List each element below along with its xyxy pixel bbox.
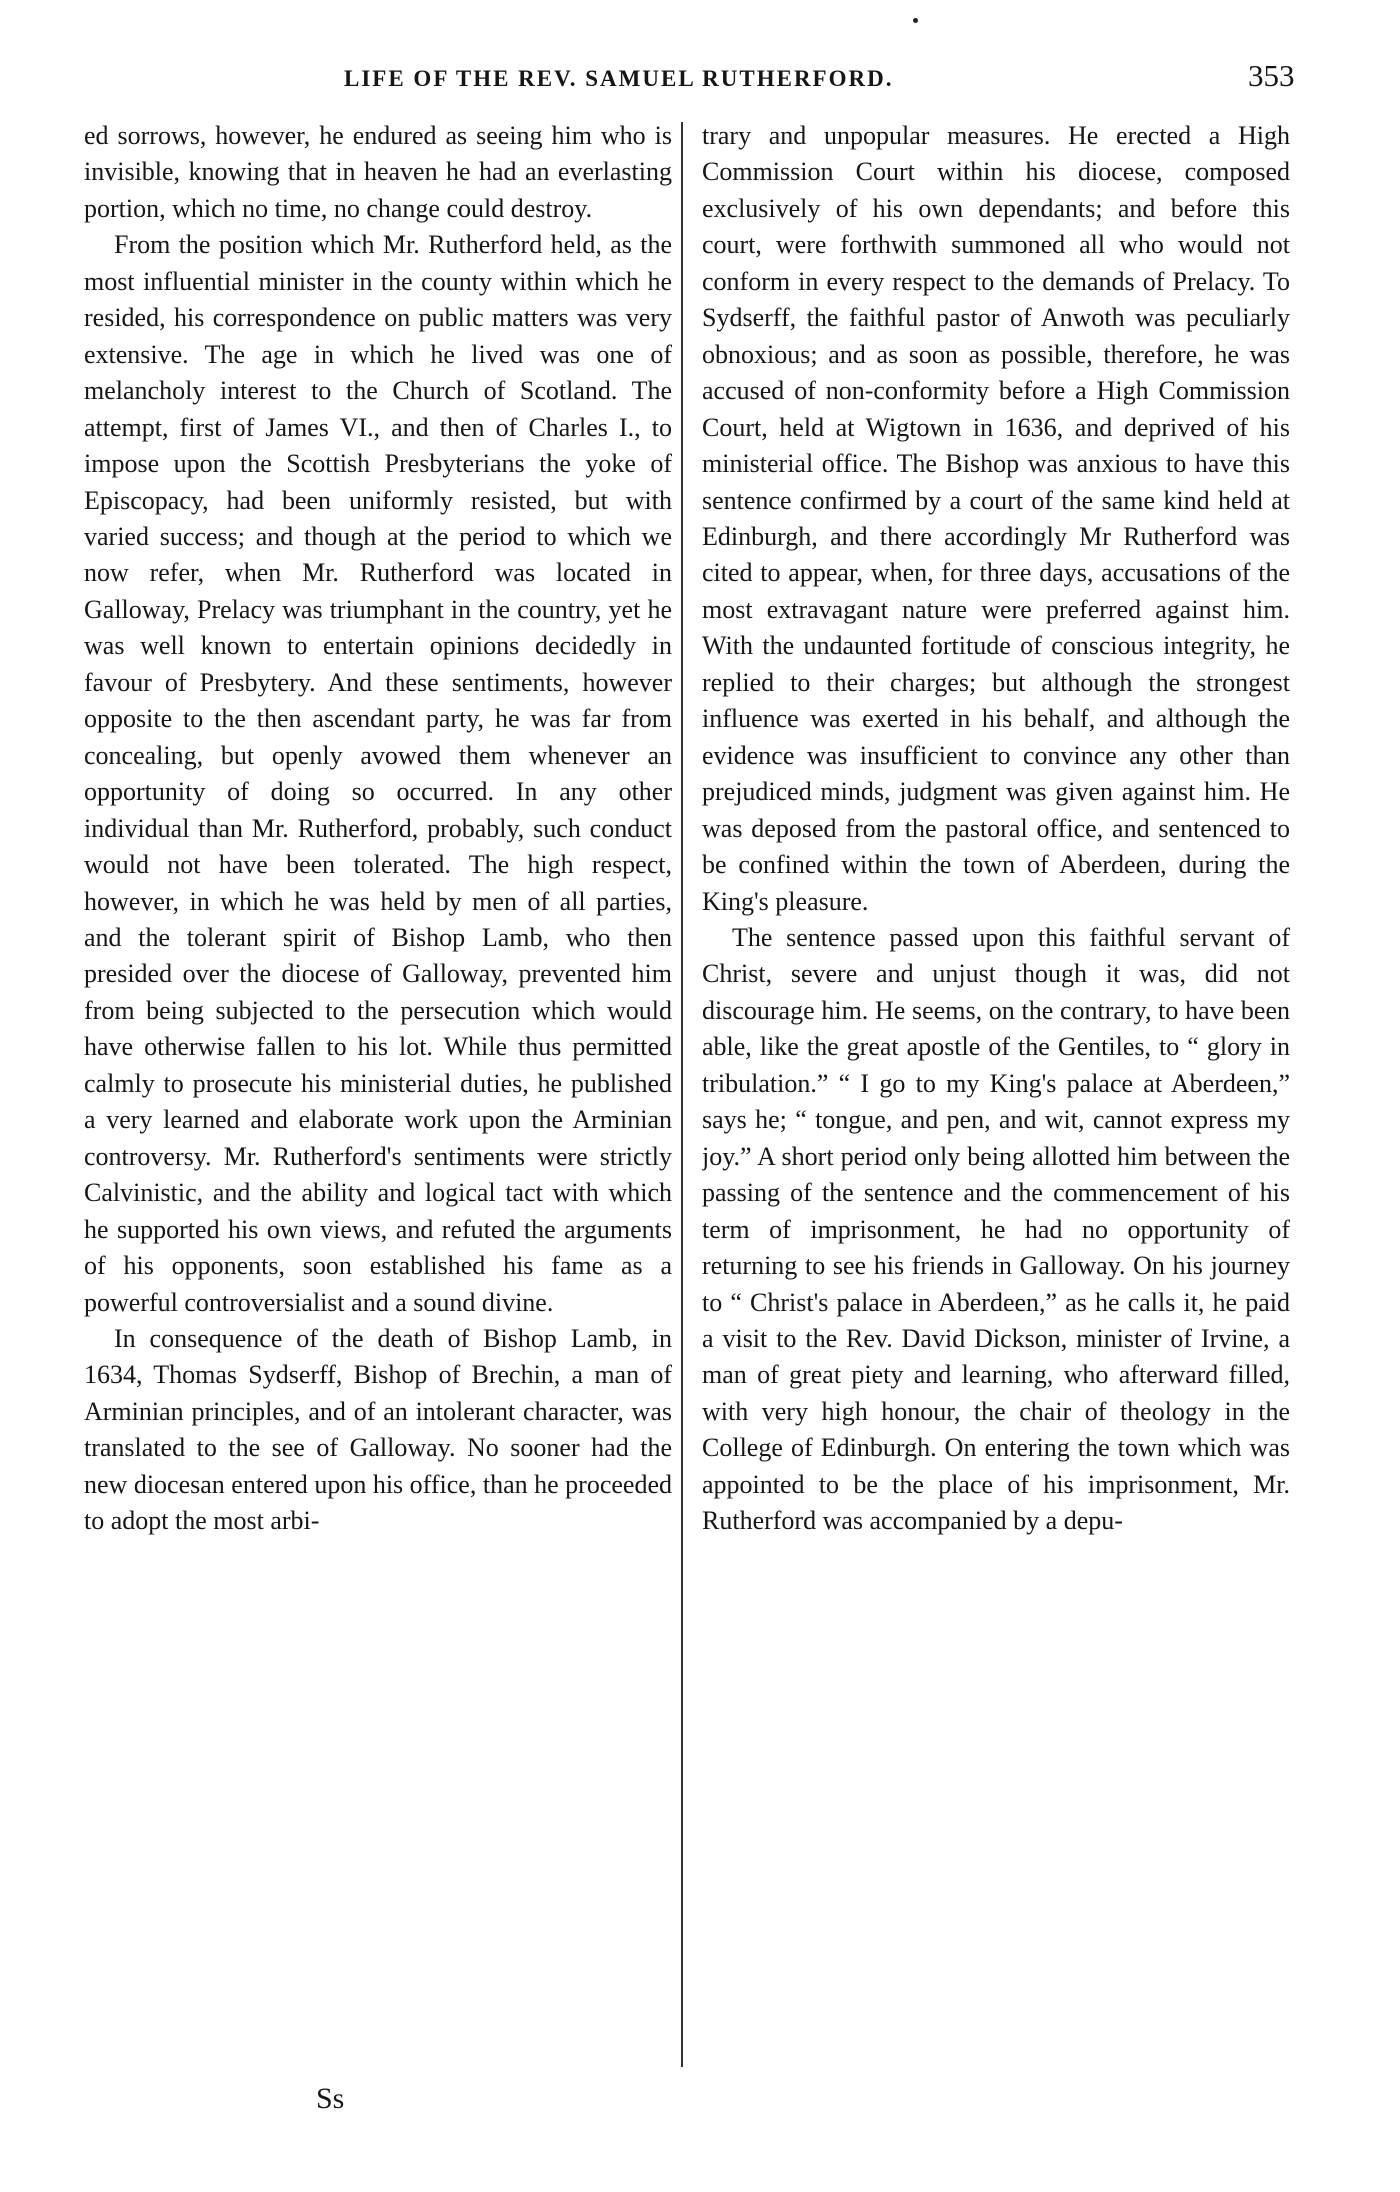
left-column (84, 118, 672, 2078)
paragraph-continued: ed sorrows, however, he endured as seeing him who is invisible, knowing that in heaven he had an everlasting portion, which no time, no change could destroy. (84, 121, 672, 223)
page-number: 353 (1248, 58, 1295, 93)
right-column (702, 118, 1290, 2078)
ink-speck (913, 18, 918, 23)
paragraph-continued: trary and unpopular measures. He erected a High Commission Court within his diocese, composed exclusively of his own dependants; and before this court, were forthwith summoned all who would not conform in every respect to the demands of Prelacy. To Sydserff, the faithful pastor of Anwoth was peculiarly obnoxious; and as soon as possible, therefore, he was accused of non-conformity before a High Commission Court, held at Wigtown in 1636, and deprived of his ministerial office. The Bishop was anxious to have this sentence confirmed by a court of the same kind held at Edinburgh, and there accordingly Mr Rutherford was cited to appear, when, for three days, accusations of the most extravagant nature were preferred against him. With the undaunted fortitude of conscious integrity, he replied to their charges; but although the strongest influence was exerted in his behalf, and although the evidence was insufficient to convince any other than prejudiced minds, judgment was given against him. He was deposed from the pastoral office, and sentenced to be confined within the town of Aberdeen, during the King's pleasure. (702, 121, 1290, 916)
running-title: LIFE OF THE REV. SAMUEL RUTHERFORD. (344, 66, 894, 91)
signature-mark: Ss (316, 2082, 345, 2115)
paragraph: The sentence passed upon this faithful servant of Christ, severe and unjust though it was, did not discourage him. He seems, on the contrary, to have been able, like the great apostle of the Gentiles, to “ glory in tribulation.” “ I go to my King's palace at Aberdeen,” says he; “ tongue, and pen, and wit, cannot express my joy.” A short period only being allotted him between the passing of the sentence and the commencement of his term of imprisonment, he had no opportunity of returning to see his friends in Galloway. On his journey to “ Christ's palace in Aberdeen,” as he calls it, he paid a visit to the Rev. David Dickson, minister of Irvine, a man of great piety and learning, who afterward filled, with very high honour, the chair of theology in the College of Edinburgh. On entering the town which was appointed to be the place of his imprisonment, Mr. Rutherford was accompanied by a depu- (702, 922, 1290, 1536)
paragraph: In consequence of the death of Bishop Lamb, in 1634, Thomas Sydserff, Bishop of Brechin, a man of Arminian principles, and of an intolerant character, was translated to the see of Galloway. No sooner had the new diocesan entered upon his office, than he proceeded to adopt the most arbi- (84, 1323, 672, 1536)
column-divider (681, 122, 683, 2067)
paragraph: From the position which Mr. Rutherford held, as the most influential minister in the county within which he resided, his correspondence on public matters was very extensive. The age in which he lived was one of melancholy interest to the Church of Scotland. The attempt, first of James VI., and then of Charles I., to impose upon the Scottish Presbyterians the yoke of Episcopacy, had been uniformly resisted, but with varied success; and though at the period to which we now refer, when Mr. Rutherford was located in Galloway, Prelacy was triumphant in the country, yet he was well known to entertain opinions decidedly in favour of Presbytery. And these sentiments, however opposite to the then ascendant party, he was far from concealing, but openly avowed them whenever an opportunity of doing so occurred. In any other individual than Mr. Rutherford, probably, such conduct would not have been tolerated. The high respect, however, in which he was held by men of all parties, and the tolerant spirit of Bishop Lamb, who then presided over the diocese of Galloway, prevented him from being subjected to the persecution which would have otherwise fallen to his lot. While thus permitted calmly to prosecute his ministerial duties, he published a very learned and elaborate work upon the Arminian controversy. Mr. Rutherford's sentiments were strictly Calvinistic, and the ability and logical tact with which he supported his own views, and refuted the arguments of his opponents, soon established his fame as a powerful controversialist and a sound divine. (84, 230, 672, 1317)
